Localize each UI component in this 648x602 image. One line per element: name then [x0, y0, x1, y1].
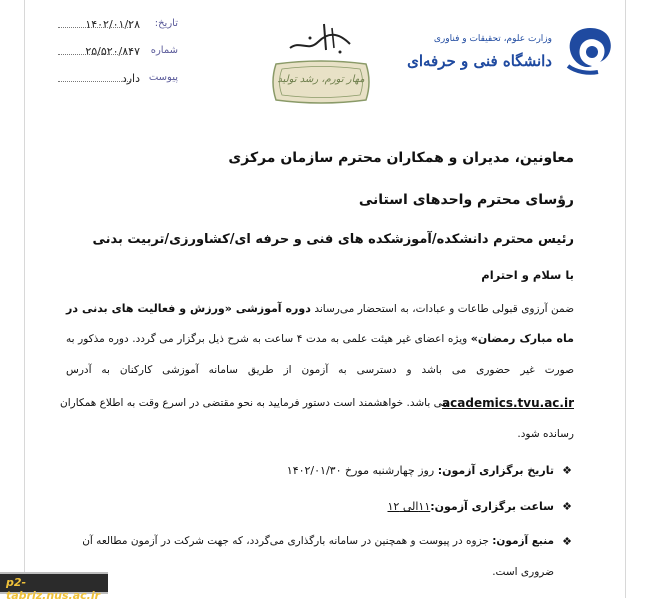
ministry-line: وزارت علوم، تحقیقات و فناوری — [433, 34, 552, 44]
dotted-line — [58, 27, 130, 28]
dotted-line — [58, 81, 130, 82]
body-line-2-rest: ویژه اعضای غیر هیئت علمی به مدت ۴ ساعت به شرح ذیل برگزار می گردد. دوره مذکور به — [66, 333, 471, 345]
attachment-value: دارد — [121, 72, 140, 85]
body-line-2 — [66, 332, 574, 345]
bullet-diamond-icon: ❖ — [562, 535, 572, 548]
bullet-label: منبع آزمون: — [492, 535, 554, 547]
academics-link[interactable]: academics.tvu.ac.ir — [442, 396, 574, 410]
bullet-text — [82, 535, 554, 547]
university-emblem-icon — [562, 22, 618, 78]
bullet-exam-time — [66, 500, 574, 516]
bullet-text — [388, 500, 555, 513]
body-line-4: می باشد. خواهشمند است دستور فرمایید به نحو مقتضی در اسرع وقت به اطلاع همکاران — [60, 397, 448, 409]
calligraphy-logo — [280, 18, 360, 60]
bullet-label: تاریخ برگزاری آزمون: — [437, 464, 554, 477]
watermark-text: p2-tabriz.nus.ac.ir — [6, 576, 101, 602]
bullet-continuation: ضروری است. — [492, 566, 554, 578]
bullet-value: جزوه در پیوست و همچنین در سامانه بارگذاری می‌گردد، که جهت شرکت در آزمون مطالعه آن — [82, 535, 493, 547]
university-logo — [562, 22, 618, 78]
greeting: با سلام و احترام — [481, 268, 574, 282]
body-line-1-bold: دوره آموزشی «ورزش و فعالیت های بدنی در — [66, 302, 311, 315]
seal-badge — [268, 60, 374, 104]
body-line-1-prefix: ضمن آرزوی قبولی طاعات و عبادات، به استحضار می‌رساند — [310, 303, 574, 315]
heading-line-1: معاونین، مدیران و همکاران محترم سازمان مرکزی — [228, 150, 574, 166]
number-label: شماره — [150, 45, 178, 56]
university-name: دانشگاه فنی و حرفه‌ای — [407, 52, 552, 70]
dotted-line — [58, 54, 130, 55]
body-line-5: رسانده شود. — [517, 428, 574, 440]
bullet-value: روز چهارشنبه مورخ ۱۴۰۲/۰۱/۳۰ — [286, 464, 438, 477]
bullet-diamond-icon: ❖ — [562, 464, 572, 477]
date-row — [58, 18, 178, 32]
bullet-value: ۱۱الی ۱۲ — [387, 500, 431, 513]
date-value: ۱۴۰۲/۰۱/۲۸ — [85, 18, 140, 31]
attachment-row — [58, 72, 178, 86]
site-watermark — [0, 572, 108, 602]
attachment-label: پیوست — [148, 72, 178, 83]
bullet-label: ساعت برگزاری آزمون: — [430, 500, 554, 513]
date-label: تاریخ: — [154, 18, 178, 29]
body-line-1 — [66, 302, 574, 315]
calligraphy-icon — [280, 18, 360, 60]
bullet-text — [287, 464, 554, 477]
bullet-exam-source-cont — [66, 566, 574, 582]
bullet-exam-source — [66, 535, 574, 551]
heading-line-2: رؤسای محترم واحدهای استانی — [358, 192, 574, 208]
bullet-exam-date — [66, 464, 574, 480]
bullet-diamond-icon: ❖ — [562, 500, 572, 513]
seal-text: مهار تورم، رشد تولید — [277, 74, 365, 85]
number-row — [58, 45, 178, 59]
heading-line-3: رئیس محترم دانشکده/آموزشکده های فنی و حرفه ای/کشاورزی/تربیت بدنی — [92, 232, 574, 247]
body-line-2-bold: ماه مبارک رمضان» — [470, 332, 574, 345]
number-value: ۲۵/۵۲۰/۸۴۷ — [85, 45, 140, 58]
body-line-3: صورت غیر حضوری می باشد و دسترسی به آزمون از طریق سامانه آموزشی کارکنان به آدرس — [66, 364, 574, 376]
